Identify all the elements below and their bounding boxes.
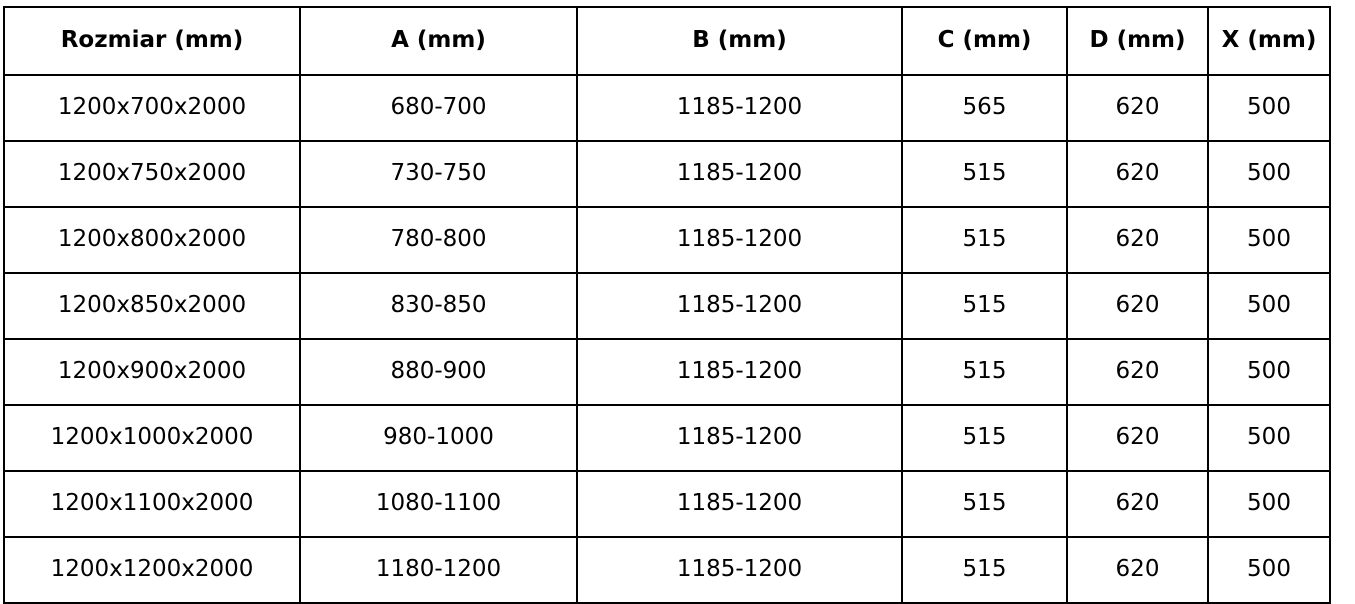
cell-rozmiar: 1200x1000x2000: [4, 405, 300, 471]
cell-rozmiar: 1200x850x2000: [4, 273, 300, 339]
cell-x: 500: [1208, 405, 1330, 471]
cell-x: 500: [1208, 471, 1330, 537]
cell-c: 515: [902, 537, 1067, 603]
cell-d: 620: [1067, 405, 1208, 471]
cell-d: 620: [1067, 141, 1208, 207]
cell-d: 620: [1067, 471, 1208, 537]
cell-d: 620: [1067, 537, 1208, 603]
cell-c: 515: [902, 273, 1067, 339]
column-header-b: B (mm): [577, 7, 902, 75]
cell-c: 515: [902, 471, 1067, 537]
cell-x: 500: [1208, 207, 1330, 273]
cell-b: 1185-1200: [577, 273, 902, 339]
cell-b: 1185-1200: [577, 339, 902, 405]
cell-a: 680-700: [300, 75, 577, 141]
cell-rozmiar: 1200x1100x2000: [4, 471, 300, 537]
cell-x: 500: [1208, 339, 1330, 405]
cell-c: 515: [902, 207, 1067, 273]
column-header-c: C (mm): [902, 7, 1067, 75]
table-row: [4, 75, 1330, 141]
cell-x: 500: [1208, 273, 1330, 339]
cell-d: 620: [1067, 75, 1208, 141]
cell-b: 1185-1200: [577, 471, 902, 537]
cell-d: 620: [1067, 273, 1208, 339]
dimensions-table: [3, 6, 1331, 604]
column-header-x: X (mm): [1208, 7, 1330, 75]
cell-a: 1080-1100: [300, 471, 577, 537]
table-row: [4, 207, 1330, 273]
column-header-d: D (mm): [1067, 7, 1208, 75]
cell-x: 500: [1208, 537, 1330, 603]
cell-x: 500: [1208, 141, 1330, 207]
table-row: [4, 141, 1330, 207]
cell-rozmiar: 1200x700x2000: [4, 75, 300, 141]
table-row: [4, 273, 1330, 339]
cell-x: 500: [1208, 75, 1330, 141]
column-header-rozmiar: Rozmiar (mm): [4, 7, 300, 75]
cell-rozmiar: 1200x800x2000: [4, 207, 300, 273]
cell-a: 980-1000: [300, 405, 577, 471]
cell-b: 1185-1200: [577, 405, 902, 471]
cell-c: 515: [902, 339, 1067, 405]
cell-a: 830-850: [300, 273, 577, 339]
table-row: [4, 471, 1330, 537]
column-header-a: A (mm): [300, 7, 577, 75]
cell-a: 1180-1200: [300, 537, 577, 603]
cell-c: 565: [902, 75, 1067, 141]
table-row: [4, 339, 1330, 405]
cell-rozmiar: 1200x1200x2000: [4, 537, 300, 603]
cell-b: 1185-1200: [577, 207, 902, 273]
cell-b: 1185-1200: [577, 141, 902, 207]
table-row: [4, 405, 1330, 471]
cell-rozmiar: 1200x750x2000: [4, 141, 300, 207]
cell-a: 780-800: [300, 207, 577, 273]
cell-d: 620: [1067, 339, 1208, 405]
spec-table-container: [0, 6, 1355, 597]
cell-d: 620: [1067, 207, 1208, 273]
table-row: [4, 537, 1330, 603]
cell-a: 730-750: [300, 141, 577, 207]
cell-b: 1185-1200: [577, 75, 902, 141]
cell-rozmiar: 1200x900x2000: [4, 339, 300, 405]
table-header-row: [4, 7, 1330, 75]
cell-a: 880-900: [300, 339, 577, 405]
table-body: [4, 75, 1330, 603]
cell-c: 515: [902, 405, 1067, 471]
cell-b: 1185-1200: [577, 537, 902, 603]
cell-c: 515: [902, 141, 1067, 207]
table-header: [4, 7, 1330, 75]
